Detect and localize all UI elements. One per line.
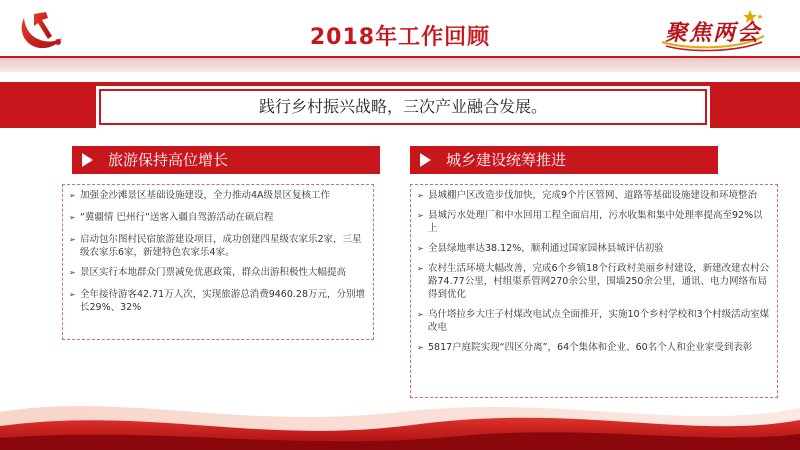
list-item: ➢ 全年接待游客42.71万人次，实现旅游总消费9460.28万元，分别增长29%、32% — [69, 288, 367, 314]
badge-text: 聚焦两会 — [664, 20, 761, 46]
right-section-title: 城乡建设统筹推进 — [446, 151, 567, 169]
left-section-header — [72, 146, 380, 174]
list-item: ➢ 景区实行本地群众门票减免优惠政策，群众出游积极性大幅提高 — [69, 266, 367, 279]
slide-title: 2018年工作回顾 — [309, 25, 491, 50]
two-sessions-badge — [658, 6, 768, 52]
list-item: ➢ 启动包尔图村民宿旅游建设项目，成功创建四星级农家乐2家，三星级农家乐6家，新建特色农家乐4家。 — [69, 233, 367, 259]
list-item: ➢ 5817户庭院实现“四区分离”，64个集体和企业、60名个人和企业家受到表彰 — [417, 341, 771, 354]
left-panel — [62, 184, 374, 340]
list-item: ➢ 农村生活环境大幅改善，完成6个乡镇18个行政村美丽乡村建设，新建改建农村公路74.77公里，村组渠系管网270余公里，围墙250余公里，通讯、电力网络布局得到优化 — [417, 262, 771, 301]
slide-header — [0, 0, 800, 72]
right-section-header — [410, 146, 718, 174]
left-section-title: 旅游保持高位增长 — [108, 151, 229, 169]
list-item: ➢ 县城污水处理厂和中水回用工程全面启用，污水收集和集中处理率提高至92%以上 — [417, 209, 771, 235]
red-wave-decoration — [0, 382, 800, 450]
play-arrow-icon — [82, 153, 93, 167]
right-list — [417, 189, 771, 354]
list-item: ➢ 加强金沙滩景区基础设施建设，全力推动4A级景区复核工作 — [69, 189, 367, 202]
left-list — [69, 189, 367, 314]
header-band — [0, 58, 800, 72]
list-item: ➢ 乌什塔拉乡大庄子村煤改电试点全面推开，实施10个乡村学校和3个村级活动室煤改电 — [417, 308, 771, 334]
banner-text: 践行乡村振兴战略，三次产业融合发展。 — [258, 97, 547, 116]
list-item: ➢ “冀疆情 巴州行”送客入疆自驾游活动在硕启程 — [69, 211, 367, 224]
play-arrow-icon — [420, 153, 431, 167]
list-item: ➢ 县城棚户区改造步伐加快，完成9个片区管网、道路等基础设施建设和环境整治 — [417, 189, 771, 202]
right-panel — [410, 184, 778, 398]
banner-box — [96, 86, 710, 128]
list-item: ➢ 全县绿地率达38.12%，顺利通过国家园林县城评估初验 — [417, 242, 771, 255]
